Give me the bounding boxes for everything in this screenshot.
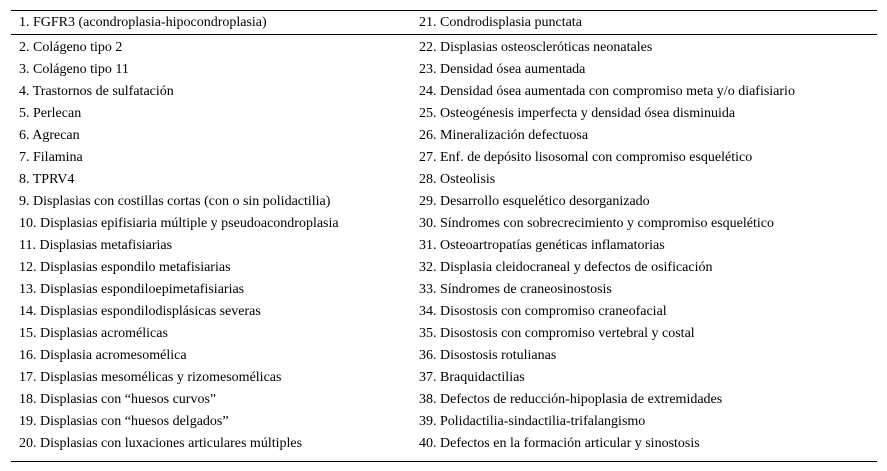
table-cell-left: 8. TPRV4 — [19, 172, 75, 187]
table-cell-left: 19. Displasias con “huesos delgados” — [19, 414, 229, 429]
table-cell-left: 20. Displasias con luxaciones articulares múltiples — [19, 436, 303, 451]
table-cell-right: 22. Displasias osteoscleróticas neonatales — [419, 40, 653, 55]
table-cell-left: 13. Displasias espondiloepimetafisiarias — [19, 282, 245, 297]
table-cell-right: 24. Densidad ósea aumentada con compromiso meta y/o diafisiario — [419, 84, 795, 99]
table-row — [11, 169, 877, 191]
table-row — [11, 345, 877, 367]
table-row — [11, 103, 877, 125]
table-cell-right: 23. Densidad ósea aumentada — [419, 62, 586, 77]
table-cell-left: 3. Colágeno tipo 11 — [19, 62, 129, 77]
table-row — [11, 191, 877, 213]
table-body — [11, 35, 877, 461]
table-row — [11, 59, 877, 81]
table-cell-right: 29. Desarrollo esquelético desorganizado — [419, 194, 650, 209]
table-cell-left: 7. Filamina — [19, 150, 83, 165]
table-cell-left: 12. Displasias espondilo metafisiarias — [19, 260, 231, 275]
table-cell-left: 5. Perlecan — [19, 106, 82, 121]
table-cell-left: 10. Displasias epifisiaria múltiple y pseudoacondroplasia — [19, 216, 339, 231]
table-cell-right: 37. Braquidactilias — [419, 370, 525, 385]
table-row — [11, 213, 877, 235]
header-left-cell: 1. FGFR3 (acondroplasia-hipocondroplasia) — [19, 14, 267, 30]
table-row — [11, 323, 877, 345]
table-cell-right: 39. Polidactilia-sindactilia-trifalangismo — [419, 414, 646, 429]
table-cell-right: 33. Síndromes de craneosinostosis — [419, 282, 612, 297]
table-row — [11, 257, 877, 279]
table-cell-right: 35. Disostosis con compromiso vertebral y costal — [419, 326, 695, 341]
table-cell-left: 6. Agrecan — [19, 128, 80, 143]
table-cell-left: 9. Displasias con costillas cortas (con o sin polidactilia) — [19, 194, 331, 209]
table-cell-left: 11. Displasias metafisiarias — [19, 238, 173, 253]
table-bottom-rule — [11, 461, 877, 462]
table-cell-right: 27. Enf. de depósito lisosomal con compromiso esquelético — [419, 150, 753, 165]
table-row — [11, 389, 877, 411]
table-cell-left: 14. Displasias espondilodisplásicas severas — [19, 304, 261, 319]
table-cell-right: 31. Osteoartropatías genéticas inflamatorias — [419, 238, 665, 253]
table-row — [11, 81, 877, 103]
table-cell-left: 17. Displasias mesomélicas y rizomesomélicas — [19, 370, 282, 385]
table-cell-right: 34. Disostosis con compromiso craneofacial — [419, 304, 667, 319]
table-row — [11, 235, 877, 257]
table-cell-right: 40. Defectos en la formación articular y sinostosis — [419, 436, 700, 451]
table-cell-left: 18. Displasias con “huesos curvos” — [19, 392, 217, 407]
header-right-cell: 21. Condrodisplasia punctata — [419, 14, 582, 30]
table-cell-right: 28. Osteolisis — [419, 172, 496, 187]
table-row — [11, 411, 877, 433]
table-cell-right: 36. Disostosis rotulianas — [419, 348, 557, 363]
table-row — [11, 125, 877, 147]
table-row — [11, 433, 877, 455]
classification-table — [11, 10, 877, 462]
table-row — [11, 367, 877, 389]
table-row — [11, 279, 877, 301]
table-row — [11, 147, 877, 169]
table-cell-right: 38. Defectos de reducción-hipoplasia de extremidades — [419, 392, 723, 407]
table-cell-left: 15. Displasias acromélicas — [19, 326, 168, 341]
table-cell-left: 16. Displasia acromesomélica — [19, 348, 187, 363]
table-row — [11, 301, 877, 323]
table-cell-right: 26. Mineralización defectuosa — [419, 128, 589, 143]
table-row — [11, 37, 877, 59]
table-cell-right: 30. Síndromes con sobrecrecimiento y compromiso esquelético — [419, 216, 774, 231]
table-cell-left: 4. Trastornos de sulfatación — [19, 84, 174, 99]
table-cell-right: 25. Osteogénesis imperfecta y densidad ósea disminuida — [419, 106, 736, 121]
table-cell-right: 32. Displasia cleidocraneal y defectos de osificación — [419, 260, 713, 275]
table-header-row — [11, 11, 877, 34]
table-cell-left: 2. Colágeno tipo 2 — [19, 40, 123, 55]
